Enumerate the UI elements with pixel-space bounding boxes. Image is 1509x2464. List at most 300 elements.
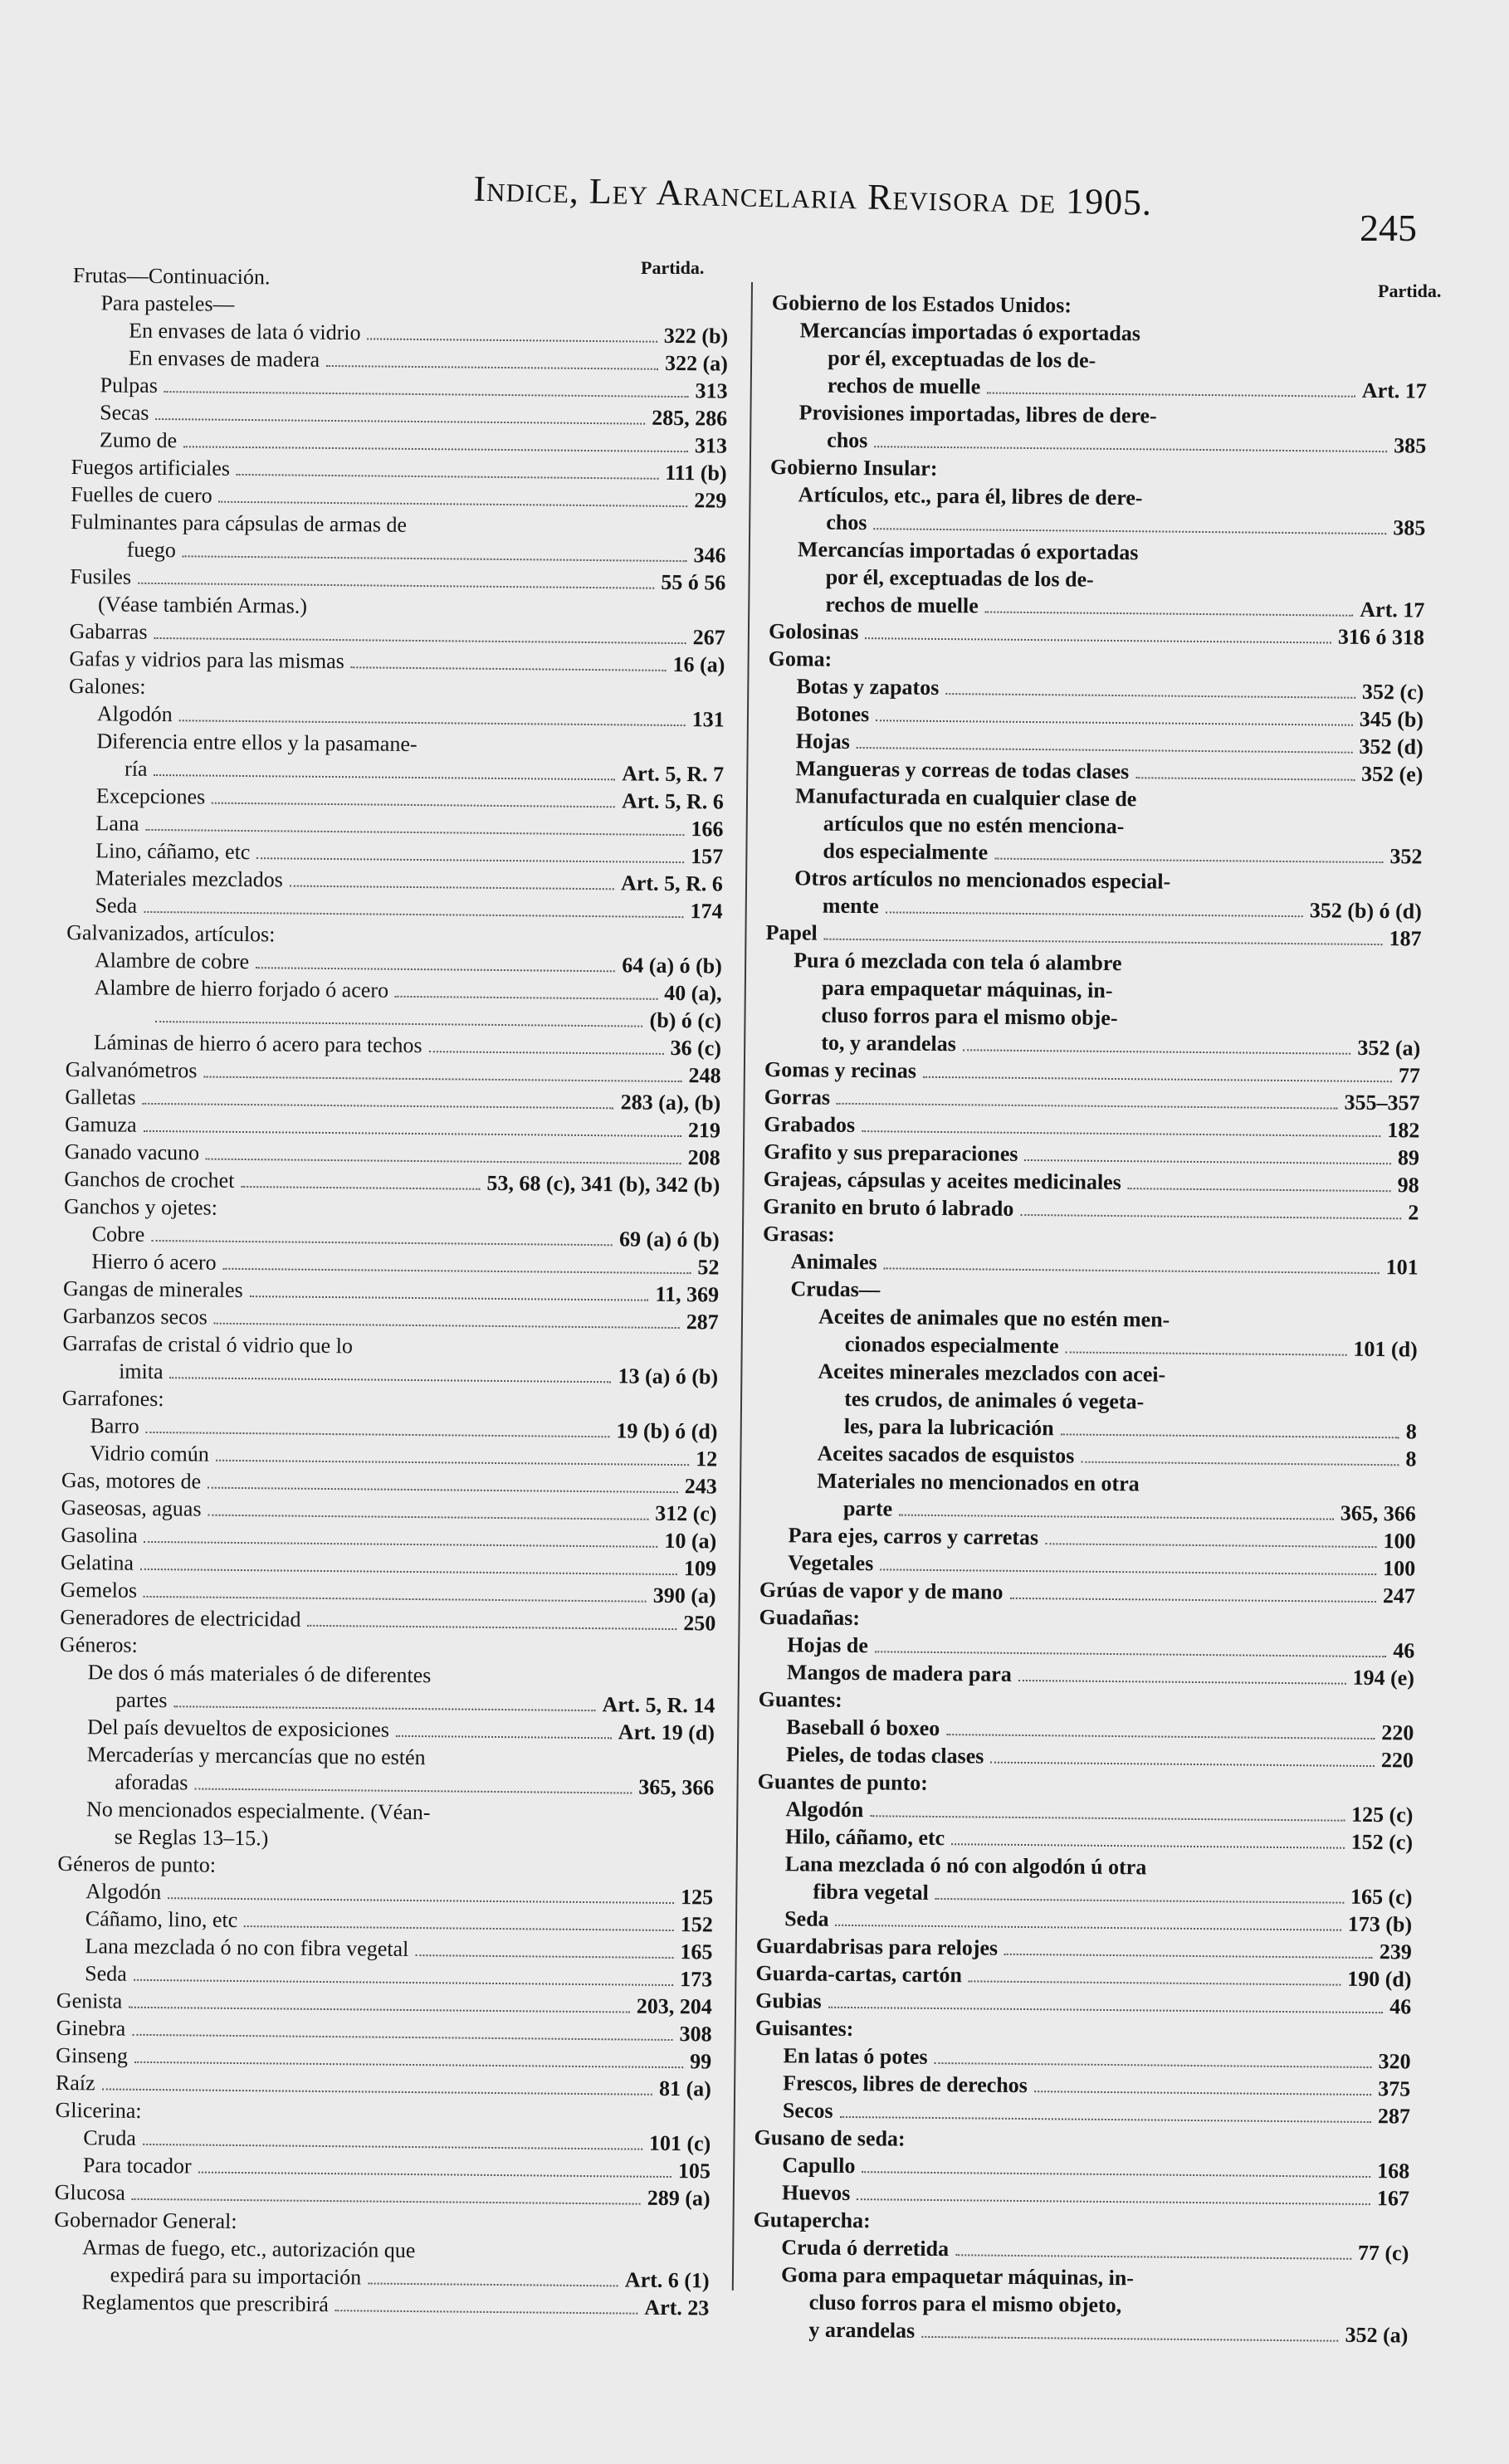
dot-leader: [138, 583, 654, 589]
entry-reference: 11, 369: [655, 1281, 720, 1307]
entry-term: Gusano de seda:: [754, 2125, 906, 2151]
entry-term: Gubias: [755, 1988, 822, 2013]
dot-leader: [923, 1076, 1392, 1082]
entry-reference: 385: [1393, 515, 1426, 540]
dot-leader: [873, 528, 1386, 534]
entry-term: Aceites minerales mezclados con acei-: [818, 1359, 1166, 1387]
dot-leader: [424, 751, 718, 754]
entry-reference: 352 (e): [1360, 761, 1424, 787]
dot-leader: [1128, 970, 1414, 973]
entry-term: Manufacturada en cualquier clase de: [794, 783, 1137, 812]
entry-term: imita: [119, 1359, 164, 1384]
entry-reference: 289 (a): [647, 2185, 711, 2211]
dot-leader: [886, 911, 1303, 917]
dot-leader: [985, 611, 1354, 616]
dot-leader: [1018, 1680, 1346, 1685]
dot-leader: [1045, 1543, 1376, 1548]
entry-reference: 267: [692, 625, 725, 650]
entry-term: Algodón: [85, 1879, 162, 1905]
dot-leader: [170, 1377, 612, 1383]
dot-leader: [168, 1897, 674, 1904]
entry-reference: 322 (b): [663, 323, 729, 349]
entry-reference: 12: [696, 1447, 718, 1471]
dot-leader: [935, 2062, 1372, 2068]
page-number: 245: [1360, 207, 1417, 249]
entry-term: Gabarras: [69, 618, 148, 644]
entry-term: por él, exceptuadas de los de-: [825, 564, 1094, 592]
entry-reference: 69 (a) ó (b): [618, 1227, 720, 1252]
entry-term: Algodón: [96, 701, 173, 727]
entry-reference: Art. 6 (1): [624, 2267, 710, 2293]
entry-term: to, y arandelas: [821, 1030, 956, 1056]
dot-leader: [1066, 1351, 1347, 1355]
entry-term: mente: [822, 893, 879, 919]
entry-reference: 320: [1378, 2049, 1411, 2074]
entry-reference: 194 (e): [1352, 1665, 1415, 1691]
entry-term: No mencionados especialmente. (Véan-: [85, 1797, 431, 1825]
entry-term: Gaseosas, aguas: [61, 1495, 202, 1521]
entry-reference: 173: [680, 1967, 713, 1992]
entry-term: cionados especialmente: [844, 1331, 1059, 1359]
dot-leader: [179, 720, 686, 726]
dot-leader: [880, 1569, 1376, 1575]
entry-reference: 19 (b) ó (d): [616, 1418, 718, 1444]
entry-term: Cruda: [83, 2125, 136, 2150]
entry-reference: 40 (a),: [664, 980, 722, 1006]
entry-reference: 243: [684, 1474, 718, 1499]
entry-reference: Art. 23: [644, 2295, 710, 2320]
dot-leader: [326, 365, 658, 370]
entry-reference: 165 (c): [1350, 1884, 1413, 1910]
entry-term: Algodón: [785, 1797, 864, 1822]
right-index-column: [752, 289, 1428, 2349]
entry-reference: 101 (c): [648, 2130, 711, 2156]
entry-term: Frutas—Continuación.: [72, 262, 271, 290]
dot-leader: [1140, 2285, 1402, 2287]
dot-leader: [877, 2227, 1403, 2232]
entry-term: Armas de fuego, etc., autorización que: [81, 2235, 416, 2263]
dot-leader: [132, 2034, 672, 2041]
dot-leader: [946, 1734, 1375, 1739]
dot-leader: [1172, 1382, 1410, 1384]
dot-leader: [836, 1925, 1341, 1931]
dot-leader: [222, 1872, 706, 1877]
entry-term: Pulpas: [100, 373, 159, 398]
entry-term: Aceites sacados de esquistos: [817, 1441, 1075, 1468]
entry-reference: 152: [680, 1912, 713, 1937]
entry-term: rechos de muelle: [827, 373, 981, 399]
entry-term: Glucosa: [54, 2179, 126, 2205]
dot-leader: [951, 1843, 1345, 1849]
entry-reference: 166: [691, 817, 724, 842]
dot-leader: [838, 666, 1417, 672]
page-title: Indice, Ley Arancelaria Revisora de 1905.: [473, 168, 1153, 223]
dot-leader: [134, 1979, 673, 1986]
entry-reference: 352: [1389, 844, 1423, 869]
entry-term: Para tocador: [82, 2153, 192, 2179]
entry-term: Zumo de: [99, 427, 178, 453]
entry-reference: 53, 68 (c), 341 (b), 342 (b): [486, 1170, 720, 1198]
dot-leader: [865, 637, 1331, 643]
entry-term: Seda: [85, 1961, 127, 1986]
entry-term: Galvanómetros: [65, 1056, 198, 1083]
dot-leader: [243, 2228, 703, 2232]
dot-leader: [351, 666, 667, 671]
entry-term: Garrafones:: [61, 1385, 164, 1412]
dot-leader: [1177, 889, 1415, 891]
entry-reference: 16 (a): [672, 651, 725, 677]
entry-reference: 77 (c): [1357, 2240, 1409, 2266]
entry-term: Seda: [784, 1906, 829, 1931]
dot-leader: [216, 1460, 689, 1466]
dot-leader: [148, 2118, 704, 2123]
entry-reference: 81 (a): [658, 2076, 712, 2101]
entry-term: Láminas de hierro ó acero para techos: [93, 1030, 422, 1058]
dot-leader: [144, 911, 683, 918]
entry-term: Ganchos y ojetes:: [63, 1193, 218, 1220]
entry-reference: 8: [1405, 1447, 1417, 1471]
dot-leader: [1164, 423, 1420, 426]
entry-reference: 55 ó 56: [661, 569, 726, 595]
entry-term: En latas ó potes: [783, 2043, 928, 2069]
dot-leader: [1153, 1874, 1405, 1876]
dot-leader: [144, 1596, 647, 1603]
dot-leader: [987, 392, 1355, 397]
entry-reference: 8: [1405, 1419, 1417, 1444]
entry-term: Raíz: [55, 2070, 95, 2096]
entry-term: Pieles, de todas clases: [785, 1742, 984, 1769]
dot-leader: [1128, 1188, 1391, 1192]
dot-leader: [203, 1076, 681, 1083]
entry-reference: 105: [677, 2159, 711, 2183]
entry-reference: 352 (a): [1345, 2322, 1409, 2348]
dot-leader: [842, 1242, 1412, 1247]
dot-leader: [144, 1130, 681, 1137]
dot-leader: [944, 476, 1419, 480]
entry-term: Guantes de punto:: [757, 1769, 929, 1795]
dot-leader: [1124, 1025, 1414, 1027]
entry-reference: 313: [695, 378, 728, 403]
entry-term: y arandelas: [808, 2317, 916, 2343]
entry-reference: 131: [691, 707, 725, 732]
dot-leader: [1145, 559, 1419, 562]
entry-reference: 250: [683, 1611, 716, 1636]
entry-term: Animales: [790, 1249, 877, 1275]
entry-term: Pura ó mezclada con tela ó alambre: [794, 948, 1122, 976]
dot-leader: [837, 1103, 1338, 1110]
entry-term: Gafas y vidrios para las mismas: [69, 646, 344, 674]
dot-leader: [256, 857, 684, 863]
entry-term: Ginebra: [56, 2015, 126, 2041]
entry-reference: 220: [1380, 1748, 1414, 1773]
dot-leader: [849, 1707, 1408, 1712]
entry-reference: Art. 17: [1360, 597, 1425, 622]
entry-term: Grabados: [764, 1111, 856, 1138]
dot-leader: [275, 1845, 706, 1849]
entry-term: Para ejes, carros y carretas: [788, 1523, 1039, 1550]
entry-term: rechos de muelle: [825, 592, 979, 618]
dot-leader: [132, 2198, 641, 2205]
entry-term: Gas, motores de: [61, 1467, 202, 1494]
entry-term: por él, exceptuadas de los de-: [828, 345, 1096, 373]
entry-term: Ganado vacuno: [64, 1139, 200, 1165]
entry-term: Goma para empaquetar máquinas, in-: [780, 2262, 1135, 2291]
entry-term: Vegetales: [788, 1550, 874, 1576]
entry-term: ría: [124, 756, 148, 781]
dot-leader: [969, 1980, 1341, 1985]
entry-term: Fusiles: [70, 564, 132, 589]
dot-leader: [198, 2172, 671, 2178]
entry-term: Galletas: [65, 1084, 136, 1110]
entry-term: Hilo, cáñamo, etc: [784, 1824, 945, 1851]
entry-term: Guantes:: [758, 1686, 842, 1712]
entry-term: Provisiones importadas, libres de dere-: [798, 400, 1157, 428]
dot-leader: [335, 2310, 638, 2314]
dot-leader: [290, 886, 614, 890]
entry-reference: 100: [1383, 1556, 1416, 1581]
entry-term: Gobierno de los Estados Unidos:: [771, 290, 1072, 318]
entry-term: Hojas de: [787, 1632, 868, 1658]
entry-term: dos especialmente: [823, 838, 989, 865]
entry-term: Materiales no mencionados en otra: [817, 1468, 1140, 1496]
entry-reference: 13 (a) ó (b): [618, 1364, 719, 1389]
entry-term: Guadañas:: [759, 1604, 861, 1631]
dot-leader: [867, 1625, 1409, 1630]
dot-leader: [935, 1898, 1344, 1904]
entry-reference: 208: [687, 1145, 720, 1170]
entry-term: Huevos: [781, 2180, 851, 2206]
entry-term: tes crudos, de animales ó vegeta-: [844, 1386, 1145, 1414]
entry-term: Alambre de hierro forjado ó acero: [94, 975, 389, 1003]
entry-term: Genista: [56, 1988, 123, 2013]
entry-reference: Art. 5, R. 6: [620, 871, 723, 896]
left-index-column: [53, 261, 729, 2321]
dot-leader: [935, 1790, 1407, 1794]
entry-reference: 174: [690, 899, 723, 924]
dot-leader: [990, 1762, 1375, 1767]
entry-term: Secas: [100, 400, 149, 425]
dot-leader: [1150, 1408, 1410, 1411]
entry-reference: 46: [1389, 1994, 1412, 2019]
entry-reference: 152 (c): [1350, 1829, 1414, 1855]
entry-reference: 346: [693, 543, 726, 568]
entry-reference: 239: [1379, 1939, 1412, 1964]
dot-leader: [307, 1625, 676, 1630]
entry-term: Cáñamo, lino, etc: [85, 1906, 238, 1932]
entry-term: Aceites de animales que no estén men-: [818, 1304, 1170, 1332]
dot-leader: [862, 1130, 1380, 1137]
entry-term: Botas y zapatos: [796, 674, 940, 700]
dot-leader: [432, 1764, 708, 1767]
entry-term: se Reglas 13–15.): [114, 1824, 269, 1851]
dot-leader: [224, 1215, 713, 1220]
dot-leader: [899, 1515, 1334, 1520]
entry-reference: 46: [1393, 1638, 1415, 1663]
dot-leader: [164, 391, 689, 398]
entry-term: Cobre: [91, 1222, 145, 1247]
dot-leader: [862, 2171, 1370, 2178]
entry-term: Secos: [782, 2098, 833, 2123]
entry-reference: 375: [1378, 2076, 1411, 2101]
entry-term: Lana mezclada ó nó con algodón ú otra: [784, 1852, 1147, 1880]
entry-term: Lino, cáñamo, etc: [95, 838, 251, 865]
dot-leader: [144, 1541, 658, 1548]
entry-term: para empaquetar máquinas, in-: [821, 975, 1113, 1003]
entry-term: Golosinas: [768, 618, 859, 645]
entry-term: Grajeas, cápsulas y aceites medicinales: [763, 1166, 1121, 1195]
entry-reference: 313: [694, 433, 728, 458]
entry-reference: 365, 366: [1340, 1500, 1417, 1526]
entry-reference: 220: [1381, 1720, 1414, 1745]
dot-leader: [395, 996, 657, 1000]
dot-leader: [1119, 998, 1414, 1000]
entry-term: (Véase también Armas.): [97, 592, 308, 618]
dot-leader: [1149, 505, 1419, 507]
dot-leader: [874, 446, 1387, 452]
entry-term: Grafito y sus preparaciones: [763, 1139, 1018, 1166]
dot-leader: [396, 1735, 612, 1739]
entry-reference: (b) ó (c): [649, 1008, 722, 1033]
dot-leader: [208, 1487, 678, 1493]
dot-leader: [828, 2007, 1383, 2013]
dot-leader: [244, 1925, 674, 1931]
dot-leader: [1101, 587, 1419, 590]
entry-term: Papel: [765, 920, 818, 945]
entry-reference: 247: [1382, 1583, 1416, 1608]
entry-term: En envases de madera: [128, 345, 320, 372]
entry-term: chos: [826, 510, 867, 535]
entry-term: Lana: [95, 811, 139, 836]
entry-term: Granito en bruto ó labrado: [763, 1193, 1014, 1221]
entry-term: Gomas y recinas: [764, 1056, 917, 1083]
entry-reference: 190 (d): [1347, 1966, 1412, 1992]
entry-term: artículos que no estén menciona-: [823, 811, 1125, 839]
index-entry: [752, 2315, 1408, 2349]
entry-reference: 355–357: [1344, 1090, 1420, 1115]
entry-term: Barro: [90, 1413, 139, 1438]
dot-leader: [241, 1186, 480, 1190]
entry-reference: 101 (d): [1353, 1336, 1418, 1362]
entry-term: Mangos de madera para: [786, 1660, 1012, 1686]
entry-term: Generadores de electricidad: [60, 1604, 301, 1632]
entry-reference: 101: [1385, 1255, 1419, 1280]
entry-reference: 167: [1376, 2186, 1410, 2211]
entry-reference: 168: [1377, 2159, 1410, 2183]
entry-term: expedirá para su importación: [110, 2262, 362, 2290]
entry-term: Gelatina: [60, 1549, 134, 1575]
dot-leader: [241, 311, 721, 316]
entry-term: Del país devueltos de exposiciones: [86, 1715, 390, 1742]
entry-reference: 352 (d): [1359, 734, 1424, 759]
dot-leader: [368, 2283, 618, 2287]
entry-reference: 308: [679, 2022, 712, 2047]
entry-term: Galones:: [68, 673, 146, 699]
dot-leader: [154, 637, 686, 644]
entry-term: Hojas: [795, 729, 850, 754]
entry-reference: 365, 366: [638, 1774, 715, 1800]
entry-reference: 203, 204: [636, 1993, 712, 2019]
entry-term: Gobierno Insular:: [769, 454, 938, 481]
dot-leader: [1078, 313, 1421, 316]
entry-reference: 229: [694, 488, 727, 513]
dot-leader: [208, 1515, 648, 1520]
entry-term: Mercancías importadas ó exportadas: [797, 537, 1139, 565]
dot-leader: [887, 1296, 1412, 1301]
dot-leader: [140, 1569, 677, 1575]
entry-term: Fulminantes para cápsulas de armas de: [70, 509, 408, 537]
entry-term: Artículos, etc., para él, libres de dere-: [798, 482, 1143, 510]
dot-leader: [1061, 1433, 1399, 1438]
entry-reference: 390 (a): [652, 1583, 716, 1608]
dot-leader: [955, 2254, 1351, 2260]
entry-reference: 248: [688, 1063, 721, 1088]
column-divider: [732, 282, 753, 2291]
entry-reference: 157: [691, 844, 724, 869]
entry-term: Botones: [795, 701, 870, 727]
dot-leader: [1128, 2312, 1402, 2315]
entry-reference: 285, 286: [652, 405, 728, 431]
entry-term: Mangueras y correas de todas clases: [795, 756, 1130, 784]
entry-term: fibra vegetal: [813, 1879, 929, 1905]
dot-leader: [250, 1295, 649, 1301]
entry-term: Goma:: [768, 646, 833, 671]
dot-leader: [857, 747, 1353, 754]
dot-leader: [876, 720, 1353, 726]
entry-term: Vidrio común: [90, 1441, 209, 1466]
dot-leader: [155, 418, 645, 425]
entry-reference: 345 (b): [1359, 706, 1424, 732]
entry-term: chos: [827, 427, 868, 453]
entry-term: Gorras: [764, 1084, 831, 1110]
dot-leader: [875, 1651, 1386, 1657]
entry-reference: 322 (a): [664, 350, 728, 376]
entry-term: Reglamentos que prescribirá: [81, 2290, 329, 2317]
dot-leader: [206, 1159, 681, 1164]
dot-leader: [1081, 1461, 1399, 1466]
entry-term: les, para la lubricación: [843, 1413, 1054, 1441]
right-column-heading: Partida.: [1378, 281, 1442, 301]
dot-leader: [1146, 1491, 1409, 1493]
dot-leader: [222, 1268, 691, 1274]
dot-leader: [1143, 806, 1416, 808]
entry-term: Otros artículos no mencionados especial-: [794, 866, 1171, 894]
dot-leader: [857, 2198, 1370, 2205]
dot-leader: [870, 1815, 1345, 1821]
entry-reference: 385: [1394, 433, 1427, 458]
entry-reference: Art. 17: [1361, 378, 1427, 403]
entry-term: Garbanzos secos: [62, 1303, 208, 1330]
dot-leader: [963, 1049, 1351, 1054]
dot-leader: [437, 1682, 708, 1685]
entry-reference: 10 (a): [664, 1528, 717, 1554]
dot-leader: [428, 1051, 663, 1055]
entry-term: Grúas de vapor y de mano: [759, 1577, 1004, 1604]
entry-reference: Art. 19 (d): [618, 1720, 715, 1745]
dot-leader: [102, 2088, 653, 2095]
dot-leader: [237, 474, 658, 480]
entry-reference: 173 (b): [1347, 1911, 1413, 1937]
dot-leader: [1020, 1214, 1401, 1219]
dot-leader: [155, 1021, 642, 1027]
entry-reference: 352 (a): [1357, 1035, 1421, 1061]
index-entry: [53, 2288, 709, 2322]
entry-reference: 352 (c): [1361, 679, 1424, 705]
entry-term: Fuegos artificiales: [71, 454, 231, 481]
dot-leader: [170, 1406, 711, 1411]
entry-reference: 287: [1377, 2104, 1411, 2129]
dot-leader: [921, 2336, 1338, 2342]
dot-leader: [183, 446, 688, 452]
